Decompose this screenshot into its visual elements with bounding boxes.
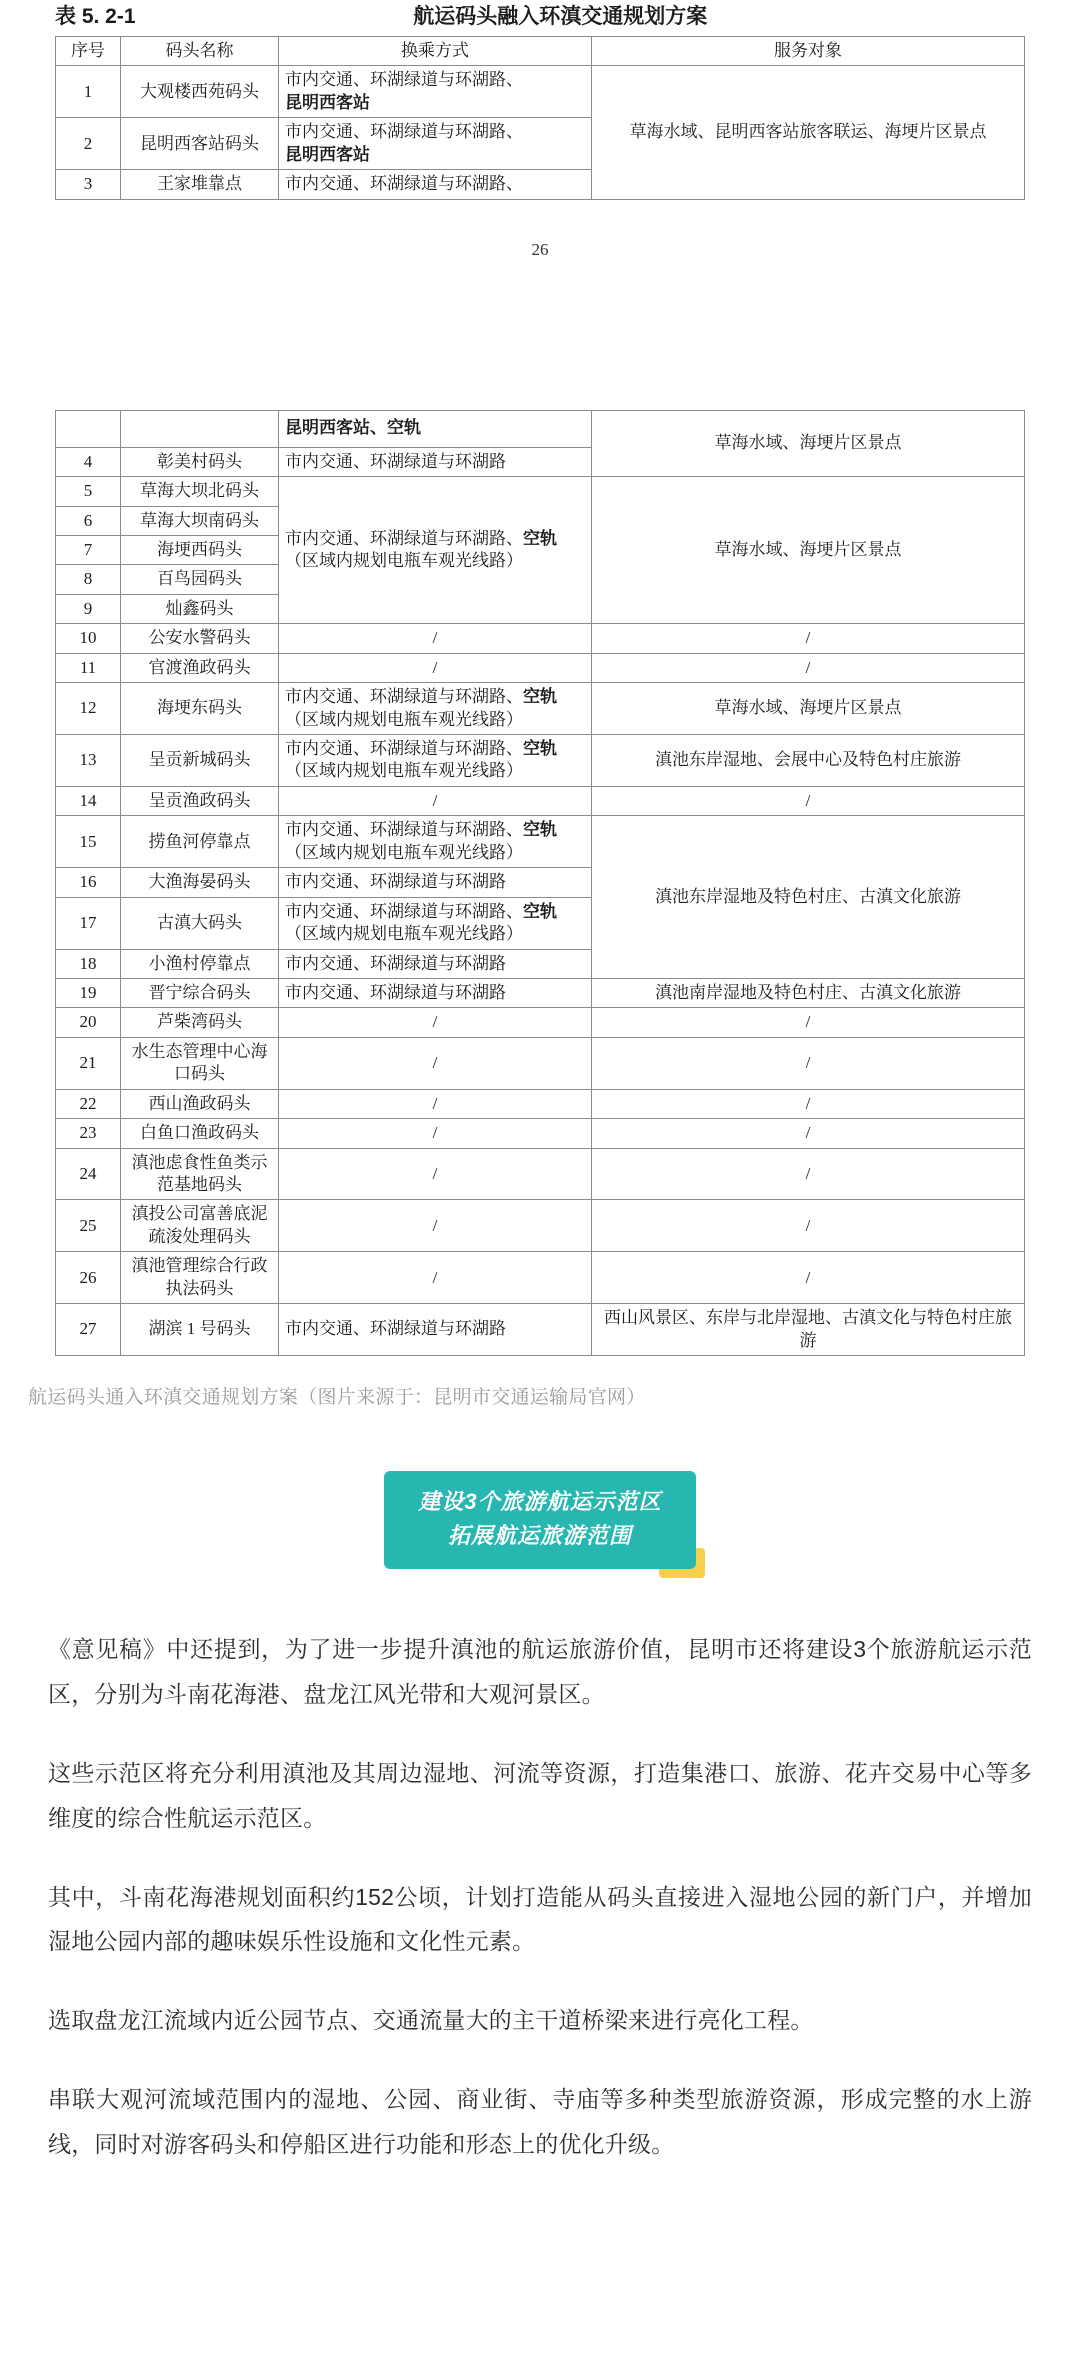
cell-mode: / (279, 1037, 592, 1089)
cell-mode-tail: （区域内规划电瓶车观光线路） (285, 709, 523, 729)
cell-mode-line1: 市内交通、环湖绿道与环湖路、 (285, 528, 523, 548)
cell-mode: / (279, 1008, 592, 1037)
table-row (56, 1252, 1025, 1304)
banner-accent-shape (659, 1548, 705, 1578)
table-row (56, 1148, 1025, 1200)
cell-name: 捞鱼河停靠点 (121, 816, 279, 868)
cell-no: 4 (56, 447, 121, 476)
table-1-header-name: 码头名称 (121, 37, 279, 66)
section-banner-zone (0, 1409, 1080, 1569)
cell-mode-line1: 市内交通、环湖绿道与环湖路、 (285, 687, 523, 707)
cell-name: 大渔海晏码头 (121, 868, 279, 897)
cell-mode (279, 735, 592, 787)
paragraph: 这些示范区将充分利用滇池及其周边湿地、河流等资源，打造集港口、旅游、花卉交易中心等多维度的综合性航运示范区。 (48, 1759, 1032, 1831)
cell-no-empty (56, 410, 121, 447)
cell-no: 9 (56, 594, 121, 623)
cell-name: 王家堆靠点 (121, 170, 279, 199)
table-1-title: 航运码头融入环滇交通规划方案 (413, 5, 708, 28)
table-row (56, 1008, 1025, 1037)
cell-no: 3 (56, 170, 121, 199)
table-row (56, 653, 1025, 682)
cell-no: 19 (56, 978, 121, 1007)
cell-name: 灿鑫码头 (121, 594, 279, 623)
cell-serve: / (592, 1200, 1025, 1252)
table-1-header-row (56, 37, 1025, 66)
cell-mode: 市内交通、环湖绿道与环湖路 (279, 978, 592, 1007)
cell-no: 7 (56, 535, 121, 564)
cell-mode (279, 897, 592, 949)
cell-serve: 滇池南岸湿地及特色村庄、古滇文化旅游 (592, 978, 1025, 1007)
cell-mode-tail: （区域内规划电瓶车观光线路） (285, 551, 523, 571)
cell-no: 26 (56, 1252, 121, 1304)
table-1-header-serve: 服务对象 (592, 37, 1025, 66)
table-1-caption (55, 0, 1025, 36)
page-break-gap (0, 260, 1080, 410)
cell-serve: 草海水域、海埂片区景点 (592, 683, 1025, 735)
table-2-continuation-row (56, 410, 1025, 447)
cell-name: 白鱼口渔政码头 (121, 1119, 279, 1148)
cell-name: 百鸟园码头 (121, 565, 279, 594)
cell-mode-line2: 昆明西客站 (285, 144, 370, 164)
cell-name: 呈贡渔政码头 (121, 786, 279, 815)
cell-mode-line1: 市内交通、环湖绿道与环湖路、 (285, 70, 523, 90)
cell-serve: / (592, 1089, 1025, 1118)
cell-serve: / (592, 1252, 1025, 1304)
table-row (56, 1037, 1025, 1089)
cell-mode (279, 118, 592, 170)
cell-serve: 滇池东岸湿地、会展中心及特色村庄旅游 (592, 735, 1025, 787)
cell-mode: 市内交通、环湖绿道与环湖路、 (279, 170, 592, 199)
cell-name: 呈贡新城码头 (121, 735, 279, 787)
cell-no: 10 (56, 624, 121, 653)
cell-serve: / (592, 786, 1025, 815)
cell-mode: 市内交通、环湖绿道与环湖路 (279, 868, 592, 897)
cell-mode: / (279, 653, 592, 682)
cell-name: 小渔村停靠点 (121, 949, 279, 978)
cell-mode-bold: 空轨 (523, 901, 557, 921)
cell-serve: 西山风景区、东岸与北岸湿地、古滇文化与特色村庄旅游 (592, 1304, 1025, 1356)
article-body (0, 1569, 1080, 2167)
cell-no: 8 (56, 565, 121, 594)
section-banner-line1: 建设3个旅游航运示范区 (418, 1489, 662, 1515)
cell-mode: 市内交通、环湖绿道与环湖路 (279, 1304, 592, 1356)
cell-mode-tail: （区域内规划电瓶车观光线路） (285, 761, 523, 781)
cell-name: 滇池管理综合行政执法码头 (121, 1252, 279, 1304)
cell-no: 25 (56, 1200, 121, 1252)
cell-serve: / (592, 653, 1025, 682)
table-row (56, 735, 1025, 787)
cell-name: 彰美村码头 (121, 447, 279, 476)
cell-mode (279, 66, 592, 118)
paragraph: 其中，斗南花海港规划面积约152公顷，计划打造能从码头直接进入湿地公园的新门户，并增加湿地公园内部的趣味娱乐性设施和文化性元素。 (48, 1883, 1032, 1955)
cell-mode: / (279, 1089, 592, 1118)
cell-name: 大观楼西苑码头 (121, 66, 279, 118)
table-row (56, 624, 1025, 653)
cell-name: 湖滨 1 号码头 (121, 1304, 279, 1356)
cell-no: 21 (56, 1037, 121, 1089)
table-row (56, 477, 1025, 506)
cell-serve: / (592, 1008, 1025, 1037)
cell-name: 海埂西码头 (121, 535, 279, 564)
cell-mode: / (279, 624, 592, 653)
cell-name: 晋宁综合码头 (121, 978, 279, 1007)
cell-no: 15 (56, 816, 121, 868)
section-banner-line2: 拓展航运旅游范围 (447, 1523, 632, 1549)
cell-serve: 滇池东岸湿地及特色村庄、古滇文化旅游 (592, 816, 1025, 979)
cell-no: 27 (56, 1304, 121, 1356)
cell-name: 芦柴湾码头 (121, 1008, 279, 1037)
cell-mode-tail: （区域内规划电瓶车观光线路） (285, 924, 523, 944)
cell-mode (279, 816, 592, 868)
cell-no: 6 (56, 506, 121, 535)
cell-mode: 市内交通、环湖绿道与环湖路 (279, 949, 592, 978)
cell-no: 5 (56, 477, 121, 506)
table-row (56, 1119, 1025, 1148)
cell-serve: 草海水域、昆明西客站旅客联运、海埂片区景点 (592, 66, 1025, 199)
cell-serve: 草海水域、海埂片区景点 (592, 477, 1025, 624)
cell-name: 古滇大码头 (121, 897, 279, 949)
table-1-header-mode: 换乘方式 (279, 37, 592, 66)
table-row (56, 816, 1025, 868)
cell-serve: / (592, 1148, 1025, 1200)
cell-no: 20 (56, 1008, 121, 1037)
cell-no: 18 (56, 949, 121, 978)
cell-no: 13 (56, 735, 121, 787)
cell-name: 昆明西客站码头 (121, 118, 279, 170)
cell-mode (279, 477, 592, 624)
cell-no: 14 (56, 786, 121, 815)
cell-name: 草海大坝南码头 (121, 506, 279, 535)
table-row (56, 1089, 1025, 1118)
cell-name: 西山渔政码头 (121, 1089, 279, 1118)
cell-mode: / (279, 1200, 592, 1252)
table-row (56, 683, 1025, 735)
table-row (56, 1304, 1025, 1356)
section-banner-outer (384, 1471, 695, 1569)
cell-serve: / (592, 1119, 1025, 1148)
cell-mode-bold: 空轨 (523, 820, 557, 840)
cell-no: 23 (56, 1119, 121, 1148)
cell-mode-line1: 市内交通、环湖绿道与环湖路、 (285, 122, 523, 142)
cell-mode (279, 683, 592, 735)
cell-no: 2 (56, 118, 121, 170)
cell-name: 水生态管理中心海口码头 (121, 1037, 279, 1089)
table-row (56, 66, 1025, 118)
cell-mode-tail: （区域内规划电瓶车观光线路） (285, 842, 523, 862)
cell-mode-line1: 市内交通、环湖绿道与环湖路、 (285, 820, 523, 840)
cell-no: 16 (56, 868, 121, 897)
cell-mode-bold: 空轨 (523, 687, 557, 707)
table-2-block (0, 410, 1080, 1356)
cell-mode-line1: 市内交通、环湖绿道与环湖路、 (285, 739, 523, 758)
table-2 (55, 410, 1025, 1356)
table-row (56, 1200, 1025, 1252)
section-banner (384, 1471, 695, 1569)
paragraph: 选取盘龙江流域内近公园节点、交通流量大的主干道桥梁来进行亮化工程。 (48, 2007, 814, 2034)
cell-no: 12 (56, 683, 121, 735)
cell-mode: 市内交通、环湖绿道与环湖路 (279, 447, 592, 476)
cell-serve: / (592, 624, 1025, 653)
cell-name: 滇池虑食性鱼类示范基地码头 (121, 1148, 279, 1200)
cell-serve: / (592, 1037, 1025, 1089)
paragraph: 《意见稿》中还提到，为了进一步提升滇池的航运旅游价值，昆明市还将建设3个旅游航运示范区，分别为斗南花海港、盘龙江风光带和大观河景区。 (48, 1636, 1032, 1708)
cell-no: 17 (56, 897, 121, 949)
cell-mode-line1: 市内交通、环湖绿道与环湖路、 (285, 901, 523, 921)
table-1-block (0, 0, 1080, 200)
cell-name: 草海大坝北码头 (121, 477, 279, 506)
cell-mode: / (279, 1119, 592, 1148)
cell-name: 滇投公司富善底泥疏浚处理码头 (121, 1200, 279, 1252)
table-1 (55, 36, 1025, 200)
cell-mode: / (279, 1148, 592, 1200)
cell-name-empty (121, 410, 279, 447)
table-1-label: 表 5. 2-1 (55, 5, 136, 28)
paragraph: 串联大观河流域范围内的湿地、公园、商业街、寺庙等多种类型旅游资源，形成完整的水上游线，同时对游客码头和停船区进行功能和形态上的优化升级。 (48, 2086, 1032, 2157)
cell-no: 22 (56, 1089, 121, 1118)
cell-mode-bold: 空轨 (523, 528, 557, 548)
table-row (56, 978, 1025, 1007)
cell-mode-line2: 昆明西客站 (285, 92, 370, 112)
cell-name: 公安水警码头 (121, 624, 279, 653)
cell-no: 24 (56, 1148, 121, 1200)
table-1-header-no: 序号 (56, 37, 121, 66)
cell-no: 1 (56, 66, 121, 118)
figure-caption: 航运码头通入环滇交通规划方案（图片来源于：昆明市交通运输局官网） (28, 1387, 646, 1409)
cell-mode-bold: 空轨 (523, 739, 557, 758)
cell-no: 11 (56, 653, 121, 682)
cell-name: 官渡渔政码头 (121, 653, 279, 682)
table-row (56, 786, 1025, 815)
cell-mode: / (279, 1252, 592, 1304)
cell-mode-continuation: 昆明西客站、空轨 (279, 410, 592, 447)
cell-name: 海埂东码头 (121, 683, 279, 735)
page-number: 26 (531, 239, 549, 259)
cell-serve: 草海水域、海埂片区景点 (592, 410, 1025, 476)
cell-mode: / (279, 786, 592, 815)
